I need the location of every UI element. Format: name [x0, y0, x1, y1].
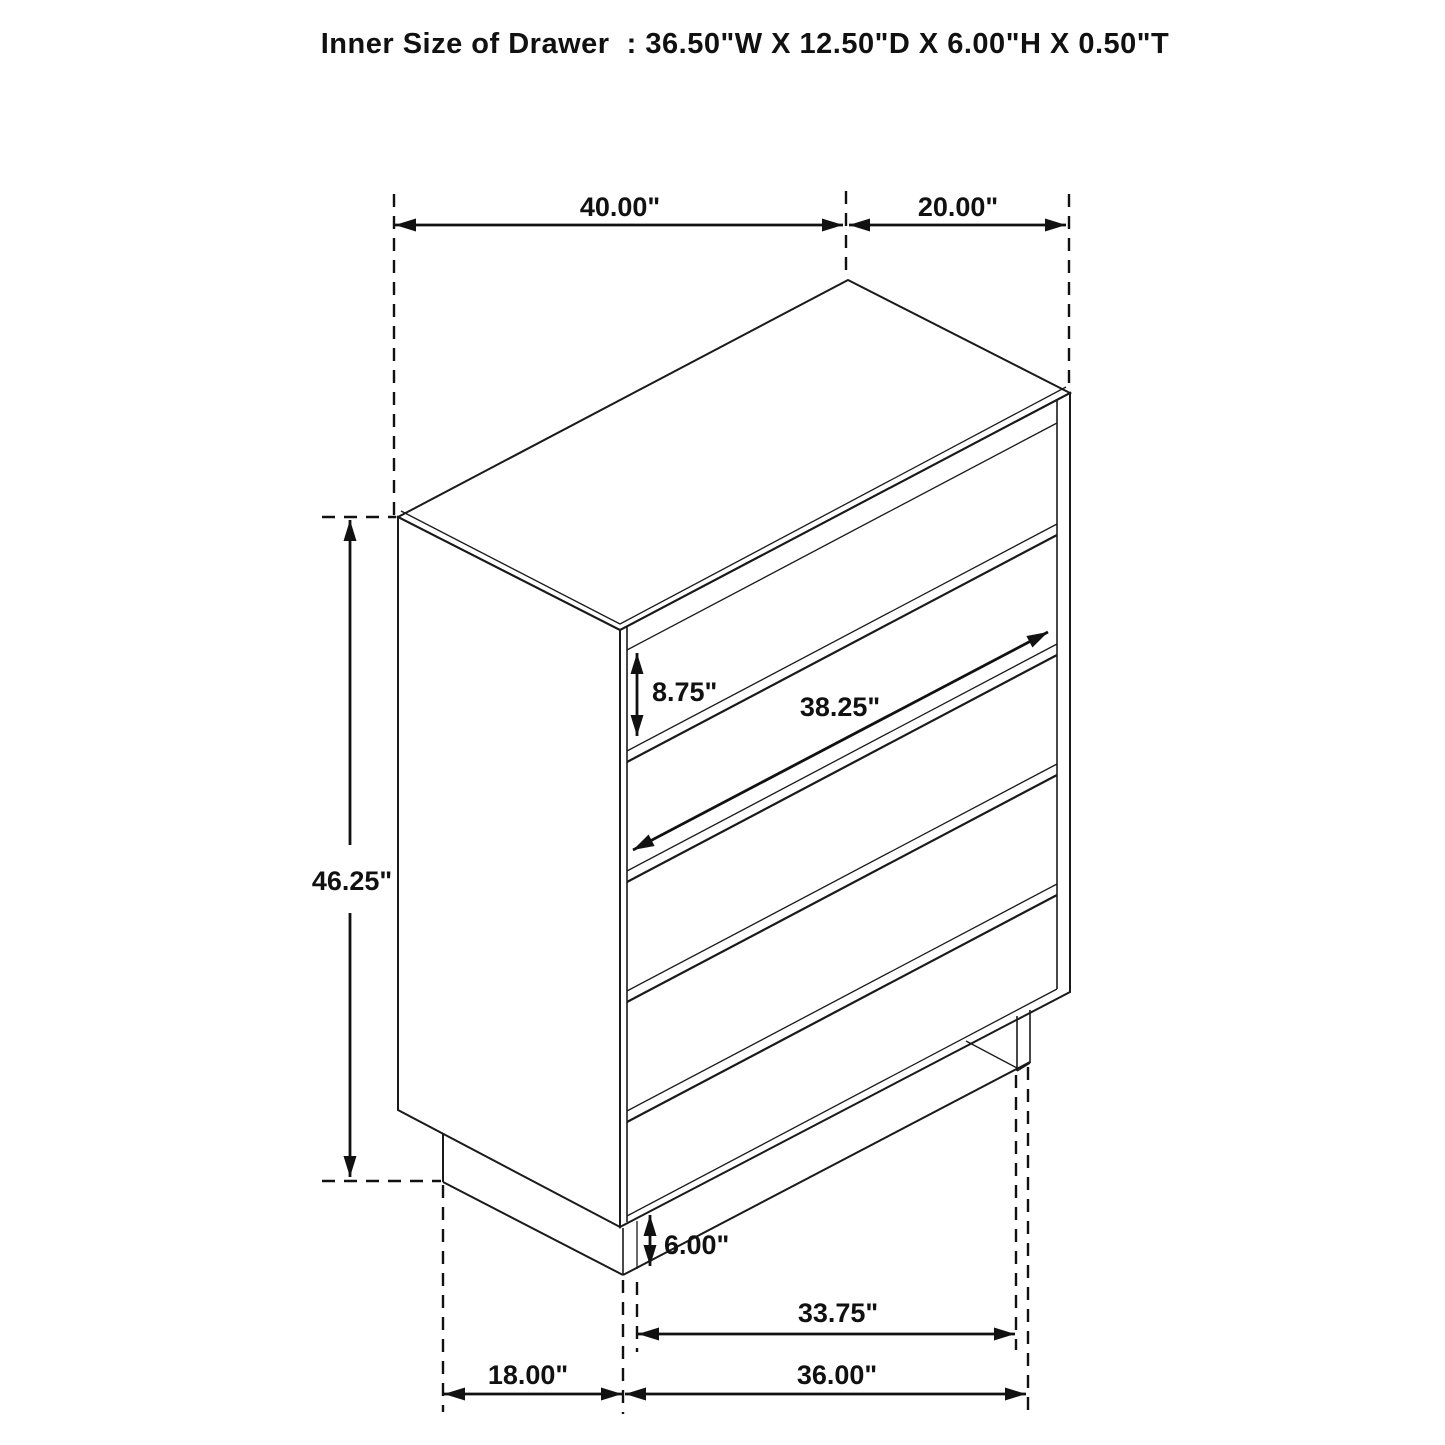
dimension-base-side-depth [444, 1360, 622, 1394]
dim-label-top-width: 40.00" [579, 192, 661, 222]
dimension-base-inner-width [638, 1298, 1015, 1334]
dimension-base-front-width [625, 1360, 1026, 1394]
dim-label-base-side-depth: 18.00" [487, 1360, 569, 1390]
dim-label-base-inner-width: 33.75" [797, 1298, 879, 1328]
bottom-drawer-edge-line [627, 989, 1057, 1216]
dimension-top-depth [849, 192, 1066, 225]
dimension-arrow [633, 632, 1048, 850]
drawer-gap-line [627, 764, 1057, 991]
chest-front-drawers [620, 393, 1070, 1227]
dim-label-top-depth: 20.00" [917, 192, 999, 222]
dimension-top-width [395, 192, 843, 225]
chest-drawing [398, 280, 1070, 1275]
chest-side-panel [398, 517, 620, 1227]
front-face-outline [620, 393, 1070, 1227]
dimension-overall-height [312, 520, 392, 1177]
dim-label-overall-height: 46.25" [311, 866, 393, 896]
side-panel-outline [398, 517, 620, 1227]
dim-label-drawer-front-width: 38.25" [799, 692, 881, 722]
dim-label-base-front-width: 36.00" [796, 1360, 878, 1390]
top-face-outline [398, 280, 1070, 630]
drawer-gap-line [627, 895, 1057, 1122]
dim-label-base-height: 6.00" [664, 1230, 730, 1260]
page-title: Inner Size of Drawer : 36.50"W X 12.50"D X 6.00"H X 0.50"T [320, 28, 1170, 60]
drawer-gap-line [627, 775, 1057, 1002]
right-leg-side-edge [966, 1041, 1017, 1068]
drawer-gap-line [627, 535, 1057, 762]
dim-label-drawer-front-height: 8.75" [652, 677, 718, 707]
chest-top-face [398, 280, 1070, 630]
dimension-base-height [650, 1215, 729, 1266]
dimension-drawer-front-height [637, 653, 717, 736]
base-left-bottom-edge [443, 1182, 623, 1275]
top-face-inner-edge [401, 387, 1066, 624]
dimension-drawer-front-width [633, 632, 1048, 850]
top-fascia-line [627, 423, 1057, 650]
drawer-gap-line [627, 884, 1057, 1111]
